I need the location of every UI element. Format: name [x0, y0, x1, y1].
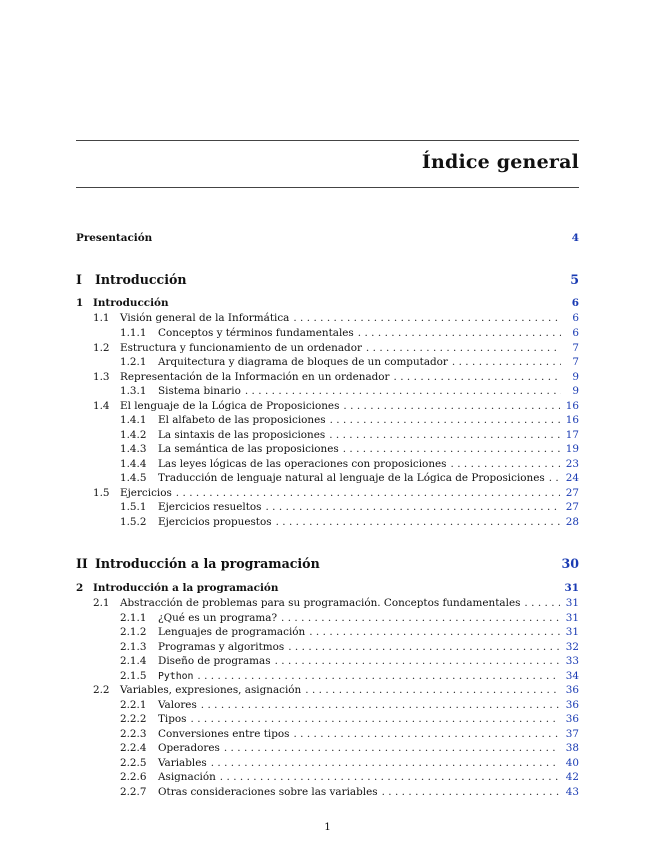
dot-leader	[382, 785, 560, 799]
toc-entry-part[interactable]	[76, 555, 579, 573]
toc-entry-page-link[interactable]: 27	[565, 501, 579, 513]
toc-entry-number: 1.5	[93, 487, 110, 499]
toc-entry-title: Traducción de lenguaje natural al lenguaje de la Lógica de Proposiciones	[158, 472, 545, 484]
dot-leader	[394, 370, 561, 384]
toc-entry-number: 1.4.3	[120, 443, 147, 455]
toc-entry-number: 1.3.1	[120, 385, 147, 397]
toc-entry-title: Abstracción de problemas para su programación. Conceptos fundamentales	[120, 597, 521, 609]
toc-entry-page-link[interactable]: 27	[565, 487, 579, 499]
toc-entry-sub[interactable]	[76, 413, 579, 427]
toc-entry-sub[interactable]	[76, 625, 579, 639]
toc-entry-chap[interactable]	[76, 296, 579, 310]
toc-entry-number: 1.4	[93, 400, 110, 412]
toc-entry-title: Valores	[158, 699, 197, 711]
toc-entry-sub[interactable]	[76, 428, 579, 442]
toc-entry-title: El lenguaje de la Lógica de Proposiciones	[120, 400, 340, 412]
dot-leader	[330, 413, 560, 427]
toc-entry-sub[interactable]	[76, 698, 579, 712]
toc-entry-number: 2.1.4	[120, 655, 147, 667]
toc-entry-title: Asignación	[158, 771, 216, 783]
toc-entry-page-link[interactable]: 33	[565, 655, 579, 667]
toc-entry-page-link[interactable]: 34	[565, 670, 579, 682]
toc-entry-title: La semántica de las proposiciones	[158, 443, 339, 455]
toc-entry-page-link[interactable]: 36	[565, 699, 579, 711]
toc-entry-title: Conversiones entre tipos	[158, 728, 290, 740]
toc-entry-sub[interactable]	[76, 640, 579, 654]
toc-entry-page-link[interactable]: 19	[565, 443, 579, 455]
toc-entry-page-link[interactable]: 43	[565, 786, 579, 798]
toc-entry-page-link[interactable]: 30	[561, 556, 579, 571]
toc-entry-page-link[interactable]: 4	[571, 232, 579, 244]
toc-entry-sec[interactable]	[76, 341, 579, 355]
toc-entry-sec[interactable]	[76, 596, 579, 610]
toc-entry-sub[interactable]	[76, 515, 579, 529]
toc-entry-title: Ejercicios propuestos	[158, 516, 272, 528]
dot-leader	[191, 712, 560, 726]
toc-entry-title: Variables, expresiones, asignación	[120, 684, 302, 696]
toc-entry-sec[interactable]	[76, 486, 579, 500]
toc-entry-title: Estructura y funcionamiento de un ordenador	[120, 342, 362, 354]
toc-entry-title: Operadores	[158, 742, 220, 754]
toc-entry-page-link[interactable]: 6	[571, 297, 579, 309]
toc-entry-page-link[interactable]: 24	[565, 472, 579, 484]
toc-entry-title: Otras consideraciones sobre las variables	[158, 786, 378, 798]
dot-leader	[452, 355, 561, 369]
toc-entry-number: 2.2.1	[120, 699, 147, 711]
toc-entry-page-link[interactable]: 40	[565, 757, 579, 769]
toc-entry-sub[interactable]	[76, 457, 579, 471]
toc-entry-number: 1.1.1	[120, 327, 147, 339]
toc-entry-sub[interactable]	[76, 654, 579, 668]
toc-entry-sec[interactable]	[76, 311, 579, 325]
toc-entry-page-link[interactable]: 31	[564, 582, 579, 594]
toc-entry-number: 2.2.2	[120, 713, 147, 725]
toc-entry-number: 2.2.3	[120, 728, 147, 740]
toc-entry-sec[interactable]	[76, 683, 579, 697]
dot-leader	[224, 741, 560, 755]
toc-entry-title: Introducción a la programación	[93, 582, 279, 594]
toc-entry-title: Presentación	[76, 232, 153, 244]
toc-entry-page-link[interactable]: 7	[572, 342, 579, 354]
dot-leader	[358, 326, 561, 340]
toc-entry-page-link[interactable]: 31	[565, 597, 579, 609]
dot-leader	[293, 727, 559, 741]
toc-entry-title: Introducción	[93, 297, 169, 309]
toc-entry-title: La sintaxis de las proposiciones	[158, 429, 326, 441]
toc-entry-sec[interactable]	[76, 370, 579, 384]
dot-leader	[524, 596, 559, 610]
toc-entry-page-link[interactable]: 37	[565, 728, 579, 740]
toc-entry-sec[interactable]	[76, 399, 579, 413]
bottom-rule	[76, 187, 579, 188]
toc-entry-title: ¿Qué es un programa?	[158, 612, 278, 624]
toc-entry-page-link[interactable]: 16	[565, 414, 579, 426]
toc-entry-number: 2.1.1	[120, 612, 147, 624]
toc-entry-title: Lenguajes de programación	[158, 626, 306, 638]
toc-entry-title: El alfabeto de las proposiciones	[158, 414, 326, 426]
toc-entry-title: Representación de la Información en un ordenador	[120, 371, 390, 383]
dot-leader	[220, 770, 560, 784]
toc-entry-number: 2.2.4	[120, 742, 147, 754]
toc-entry-title: Diseño de programas	[158, 655, 271, 667]
toc-entry-number: 2.1.3	[120, 641, 147, 653]
dot-leader	[176, 486, 560, 500]
page-title: Índice general	[421, 151, 579, 173]
dot-leader	[211, 756, 560, 770]
toc-entry-title: Sistema binario	[158, 385, 241, 397]
toc-entry-title: Programas y algoritmos	[158, 641, 285, 653]
toc-entry-sub[interactable]	[76, 442, 579, 456]
toc-entry-page-link[interactable]: 31	[565, 626, 579, 638]
toc-entry-title: Introducción	[95, 272, 187, 287]
dot-leader	[343, 442, 560, 456]
dot-leader	[366, 341, 561, 355]
dot-leader	[288, 640, 560, 654]
toc-entry-title: Ejercicios resueltos	[158, 501, 262, 513]
toc-entry-title: Las leyes lógicas de las operaciones con proposiciones	[158, 458, 447, 470]
toc-entry-number: I	[76, 272, 82, 287]
toc-entry-number: 1	[76, 297, 84, 309]
toc-entry-sub[interactable]	[76, 712, 579, 726]
toc-entry-number: 2.2.7	[120, 786, 147, 798]
toc-entry-title: Ejercicios	[120, 487, 172, 499]
toc-entry-sub[interactable]	[76, 727, 579, 741]
toc-entry-chap[interactable]	[76, 581, 579, 595]
toc-entry-number: 2.2.6	[120, 771, 147, 783]
toc-entry-page-link[interactable]: 7	[572, 356, 579, 368]
toc-entry-title: Introducción a la programación	[95, 556, 320, 571]
toc-entry-number: 2.2	[93, 684, 110, 696]
dot-leader	[245, 384, 561, 398]
toc-entry-page-link[interactable]: 32	[565, 641, 579, 653]
toc-entry-page-link[interactable]: 28	[565, 516, 579, 528]
toc-entry-title: Python	[158, 671, 194, 682]
dot-leader	[197, 669, 559, 683]
toc-entry-page-link[interactable]: 9	[572, 385, 579, 397]
toc-entry-title: Arquitectura y diagrama de bloques de un computador	[158, 356, 448, 368]
toc-entry-number: 2.2.5	[120, 757, 147, 769]
dot-leader	[343, 399, 559, 413]
dot-leader	[329, 428, 560, 442]
toc-entry-number: 2	[76, 582, 84, 594]
toc-entry-number: 1.4.2	[120, 429, 147, 441]
toc-entry-number: 1.5.2	[120, 516, 147, 528]
toc-entry-page-link[interactable]: 9	[572, 371, 579, 383]
toc-entry-title: Tipos	[158, 713, 187, 725]
toc-entry-title: Visión general de la Informática	[120, 312, 290, 324]
toc-entry-page-link[interactable]: 42	[565, 771, 579, 783]
toc-entry-sub[interactable]	[76, 500, 579, 514]
dot-leader	[201, 698, 560, 712]
dot-leader	[293, 311, 561, 325]
toc-entry-number: 1.2	[93, 342, 110, 354]
toc-entry-number: 1.4.4	[120, 458, 147, 470]
toc-entry-page-link[interactable]: 38	[565, 742, 579, 754]
toc-entry-part[interactable]	[76, 271, 579, 289]
toc-entry-sub[interactable]	[76, 355, 579, 369]
toc-entry-number: II	[76, 556, 88, 571]
toc-entry-page-link[interactable]: 36	[565, 684, 579, 696]
toc-entry-number: 1.1	[93, 312, 110, 324]
toc-entry-sub[interactable]	[76, 471, 579, 485]
toc-entry-sub[interactable]	[76, 770, 579, 784]
toc-entry-page-link[interactable]: 6	[572, 312, 579, 324]
toc-entry-number: 1.4.1	[120, 414, 147, 426]
toc-entry-sub[interactable]	[76, 669, 579, 683]
toc-entry-page-link[interactable]: 23	[565, 458, 579, 470]
page-number: 1	[324, 821, 331, 833]
toc-entry-sub[interactable]	[76, 611, 579, 625]
dot-leader	[451, 457, 560, 471]
dot-leader	[276, 515, 560, 529]
dot-leader	[265, 500, 559, 514]
toc-entry-page-link[interactable]: 16	[565, 400, 579, 412]
toc-entry-page-link[interactable]: 31	[565, 612, 579, 624]
toc-entry-number: 1.5.1	[120, 501, 147, 513]
dot-leader	[305, 683, 560, 697]
toc-entry-number: 1.3	[93, 371, 110, 383]
toc-entry-title: Variables	[158, 757, 207, 769]
toc-entry-sub[interactable]	[76, 326, 579, 340]
dot-leader	[549, 471, 560, 485]
toc-entry-page-link[interactable]: 5	[570, 272, 579, 287]
toc-entry-number: 2.1	[93, 597, 110, 609]
toc-entry-number: 2.1.2	[120, 626, 147, 638]
top-rule	[76, 140, 579, 141]
toc-entry-page-link[interactable]: 6	[572, 327, 579, 339]
toc-entry-sub[interactable]	[76, 756, 579, 770]
dot-leader	[275, 654, 560, 668]
toc-entry-title: Conceptos y términos fundamentales	[158, 327, 354, 339]
toc-entry-number: 1.4.5	[120, 472, 147, 484]
toc-entry-page-link[interactable]: 17	[565, 429, 579, 441]
toc-entry-sub[interactable]	[76, 741, 579, 755]
toc-entry-front[interactable]	[76, 231, 579, 245]
toc-entry-number: 2.1.5	[120, 670, 147, 682]
toc-entry-sub[interactable]	[76, 384, 579, 398]
dot-leader	[309, 625, 560, 639]
toc-entry-number: 1.2.1	[120, 356, 147, 368]
toc-entry-sub[interactable]	[76, 785, 579, 799]
toc-entry-page-link[interactable]: 36	[565, 713, 579, 725]
dot-leader	[281, 611, 560, 625]
